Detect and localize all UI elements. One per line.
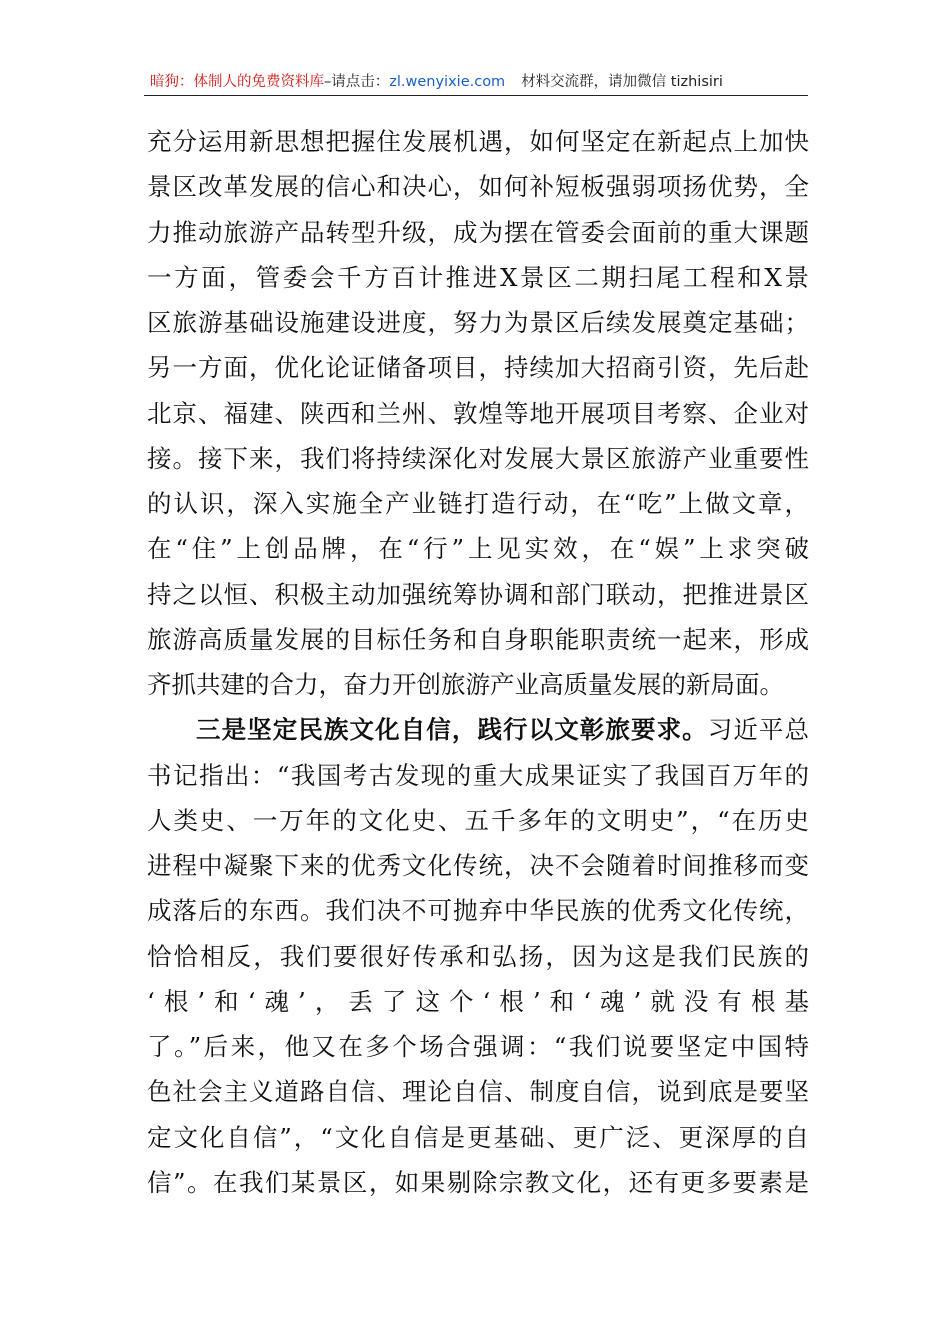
header-click-prompt: –请点击： xyxy=(324,74,390,90)
text-line: 区旅游基础设施建设进度，努力为景区后续发展奠定基础； xyxy=(147,308,809,337)
paragraph-2 xyxy=(147,707,809,1205)
header-link[interactable]: zl.wenyixie.com xyxy=(389,74,506,90)
text-line: 在“住”上创品牌，在“行”上见实效，在“娱”上求突破 xyxy=(147,534,809,564)
text-line: 人类史、一万年的文化史、五千多年的文明史”，“在历史 xyxy=(147,805,809,835)
header-site-name: 暗狗：体制人的免费资料库 xyxy=(150,74,324,90)
document-body xyxy=(147,119,809,1205)
text-run: 习近平总 xyxy=(707,715,809,745)
page-header xyxy=(150,68,806,96)
text-line: 成落后的东西。我们决不可抛弃中华民族的优秀文化传统， xyxy=(147,896,809,926)
text-line: 齐抓共建的合力，奋力开创旅游产业高质量发展的新局面。 xyxy=(147,670,784,699)
text-line: 充分运用新思想把握住发展机遇，如何坚定在新起点上加快 xyxy=(147,127,809,156)
text-line: 旅游高质量发展的目标任务和自身职能职责统一起来，形成 xyxy=(147,624,809,654)
text-line: 了。”后来，他又在多个场合强调：“我们说要坚定中国特 xyxy=(147,1032,809,1061)
text-line: 进程中凝聚下来的优秀文化传统，决不会随着时间推移而变 xyxy=(147,851,809,880)
text-line: 书记指出：“我国考古发现的重大成果证实了我国百万年的 xyxy=(147,760,809,790)
text-line: 景区改革发展的信心和决心，如何补短板强弱项扬优势，全 xyxy=(147,172,809,202)
text-line: 接。接下来，我们将持续深化对发展大景区旅游产业重要性 xyxy=(147,443,809,473)
text-line: 恰恰相反，我们要很好传承和弘扬，因为这是我们民族的 xyxy=(147,941,809,971)
text-line: 色社会主义道路自信、理论自信、制度自信，说到底是要坚 xyxy=(147,1077,809,1107)
text-line: ‘根’和‘魂’，丢了这个‘根’和‘魂’就没有根基 xyxy=(147,986,809,1016)
header-wechat-note: 材料交流群，请加微信 tizhisiri xyxy=(521,74,723,90)
text-line: 一方面，管委会千方百计推进X景区二期扫尾工程和X景 xyxy=(147,262,809,292)
paragraph-1 xyxy=(147,119,809,707)
text-line: 持之以恒、积极主动加强统筹协调和部门联动，把推进景区 xyxy=(147,579,809,609)
text-line: 信”。在我们某景区，如果剔除宗教文化，还有更多要素是 xyxy=(147,1167,809,1197)
text-line: 的认识，深入实施全产业链打造行动，在“吃”上做文章， xyxy=(147,489,809,518)
text-line: 力推动旅游产品转型升级，成为摆在管委会面前的重大课题 xyxy=(147,217,809,247)
section-heading: 三是坚定民族文化自信，践行以文彰旅要求。 xyxy=(196,715,708,745)
text-line: 另一方面，优化论证储备项目，持续加大招商引资，先后赴 xyxy=(147,353,809,383)
header-divider xyxy=(144,95,808,96)
paragraph-2-first-line xyxy=(147,707,809,752)
text-line: 定文化自信”，“文化自信是更基础、更广泛、更深厚的自 xyxy=(147,1122,809,1152)
text-line: 北京、福建、陕西和兰州、敦煌等地开展项目考察、企业对 xyxy=(147,398,809,428)
